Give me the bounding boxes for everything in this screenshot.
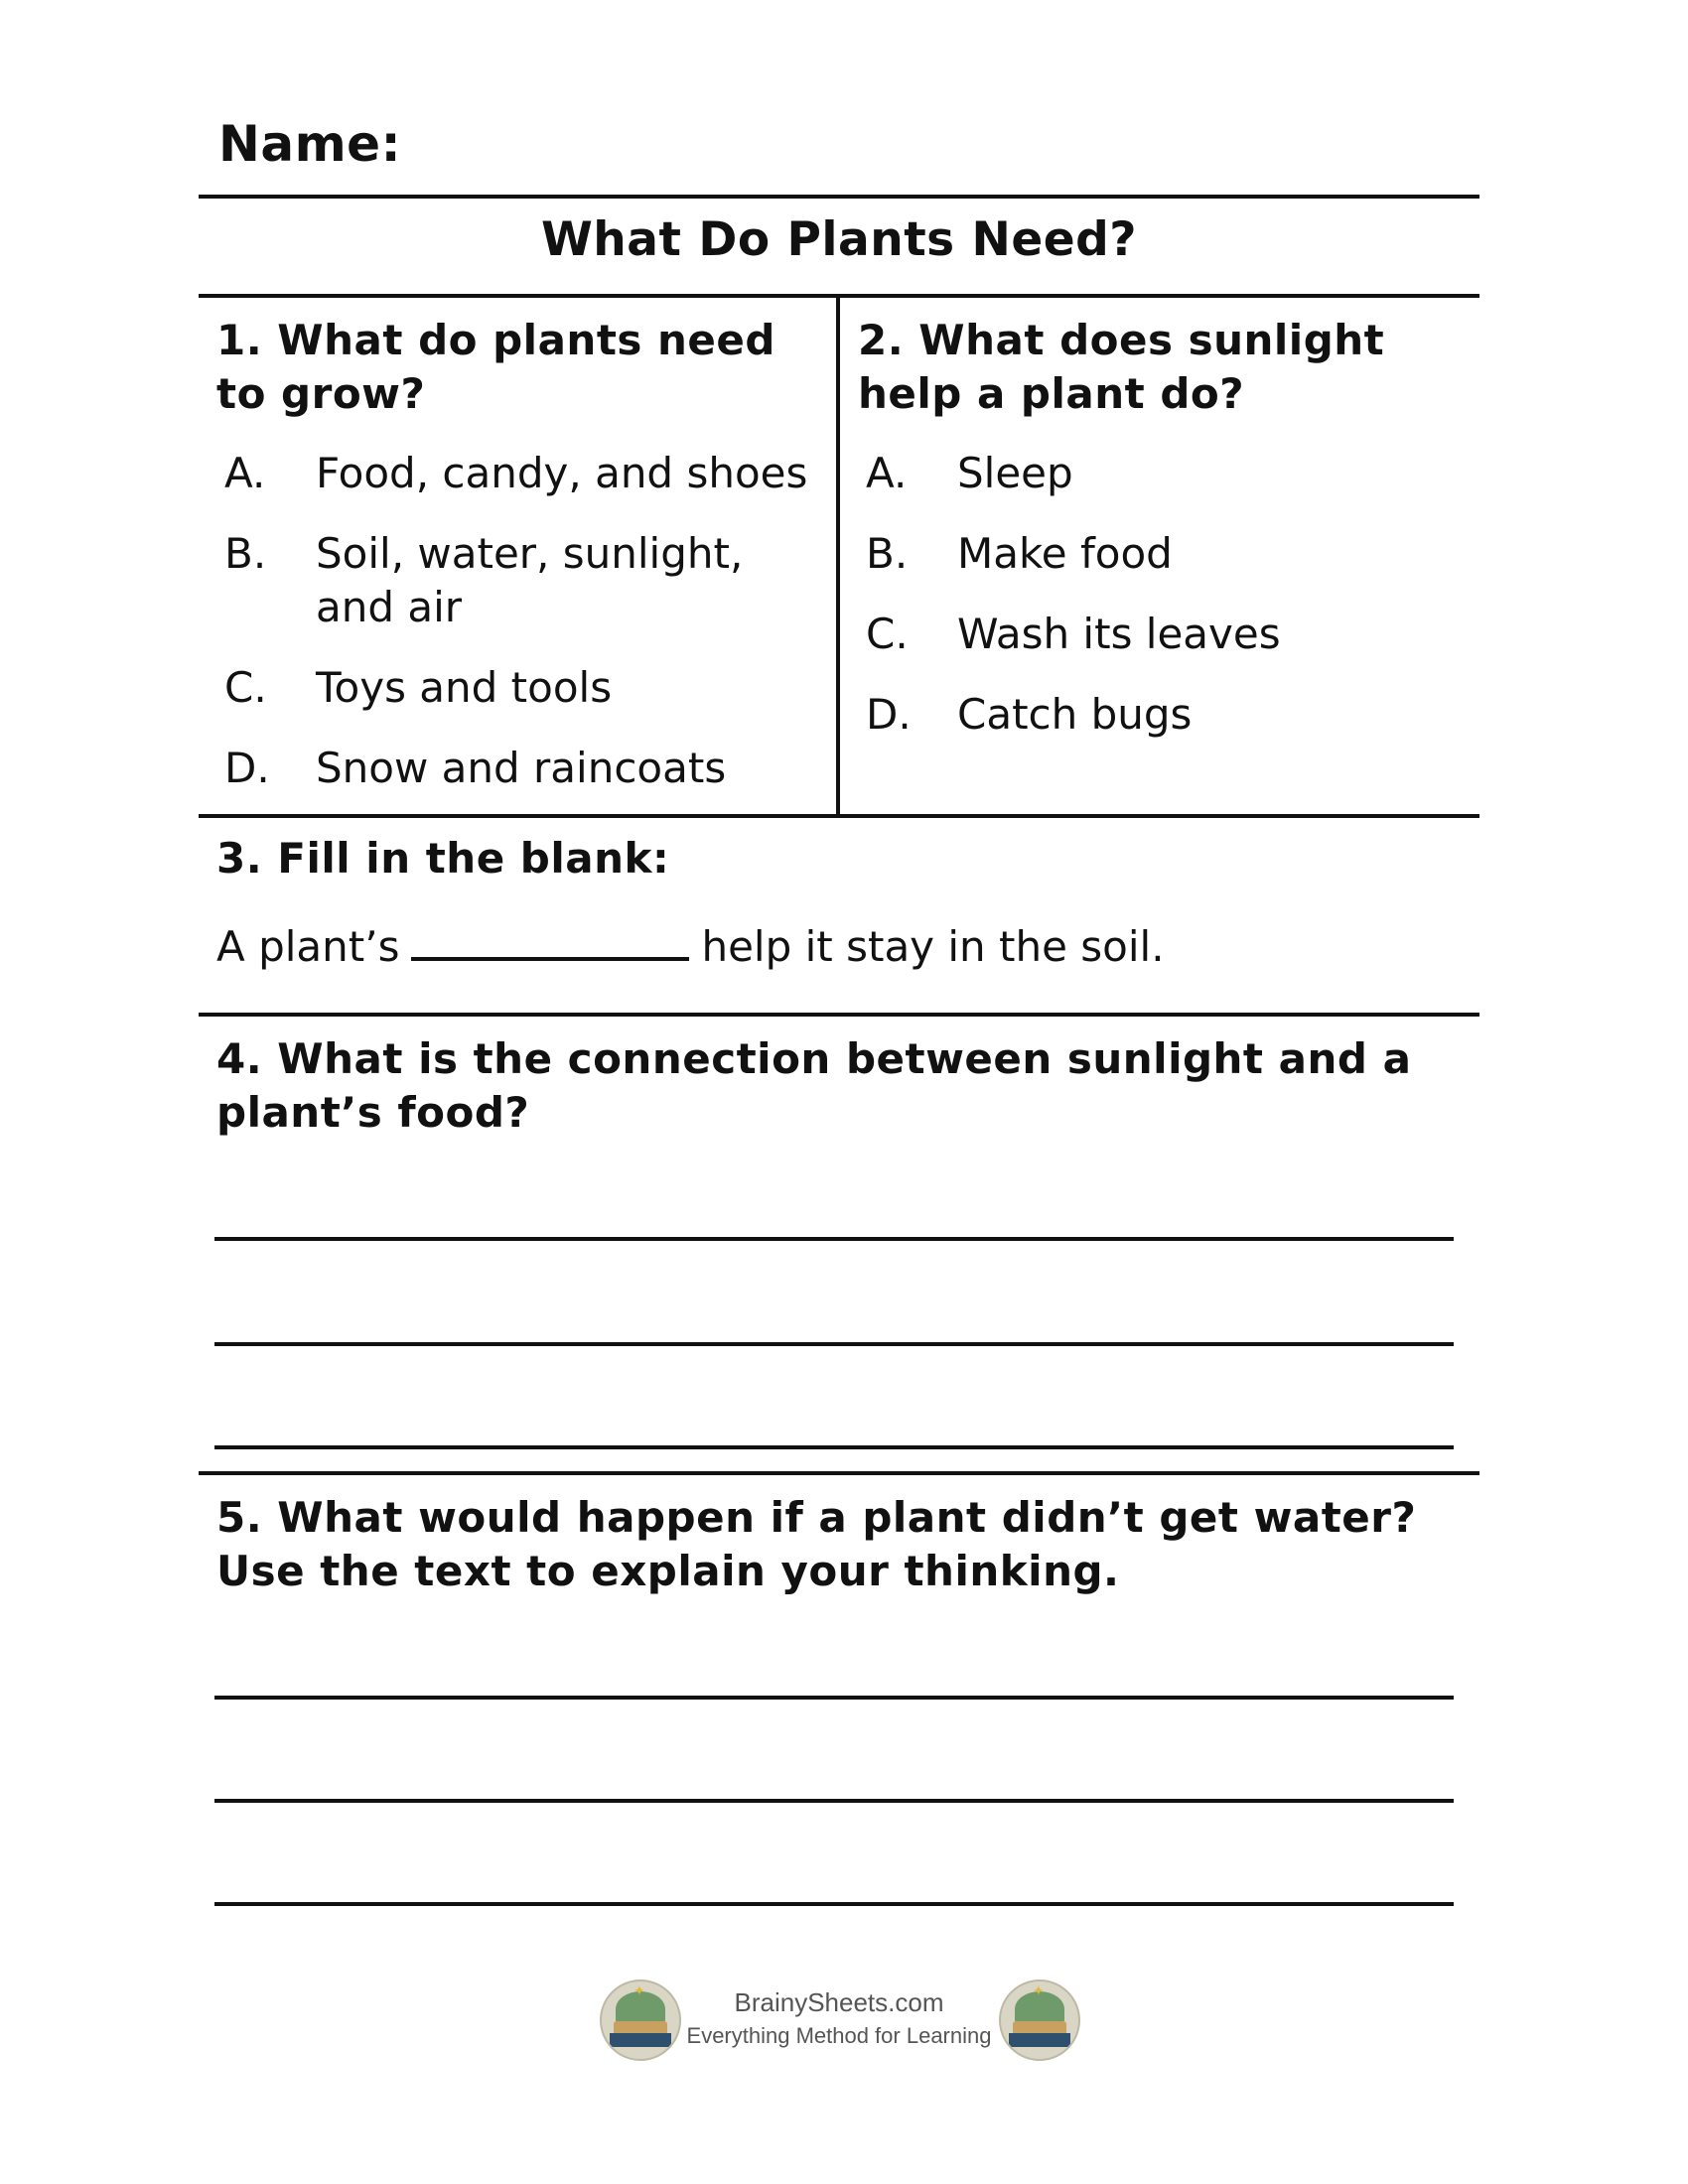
q2-option-c-letter: C. <box>866 610 909 658</box>
q3-sentence <box>216 917 1165 974</box>
q2-bottom-divider <box>199 814 1479 818</box>
q1-option-c[interactable] <box>216 661 832 715</box>
q4-bottom-divider <box>199 1471 1479 1475</box>
q2-option-c[interactable] <box>858 608 1454 661</box>
q2-options <box>858 447 1454 768</box>
q1-option-d-letter: D. <box>224 744 270 792</box>
q3-bottom-divider <box>199 1013 1479 1017</box>
q1-option-b-letter: B. <box>224 529 267 578</box>
q3-question: 3. Fill in the blank: <box>216 834 670 883</box>
q5-answer-line-1[interactable] <box>214 1696 1454 1700</box>
q1-option-a-text: Food, candy, and shoes <box>316 449 808 497</box>
q1-option-a-letter: A. <box>224 449 266 497</box>
q2-option-b[interactable] <box>858 527 1454 581</box>
q2-option-d-letter: D. <box>866 690 912 739</box>
q4-answer-line-1[interactable] <box>214 1237 1454 1241</box>
q3-sentence-end: help it stay in the soil. <box>701 922 1165 971</box>
column-divider <box>836 296 840 814</box>
q2-option-c-text: Wash its leaves <box>957 610 1281 658</box>
q5-question: 5. What would happen if a plant didn’t get water? Use the text to explain your thinking. <box>216 1493 1417 1595</box>
footer-tagline: Everything Method for Learning <box>686 2023 992 2048</box>
q1-question: 1. What do plants need to grow? <box>216 316 775 418</box>
q2-option-a-text: Sleep <box>957 449 1073 497</box>
brainysheets-logo-icon: ✦ <box>999 1979 1080 2061</box>
brainysheets-logo-icon: ✦ <box>600 1979 681 2061</box>
worksheet-title: What Do Plants Need? <box>540 212 1138 267</box>
q5-answer-line-2[interactable] <box>214 1799 1454 1803</box>
footer <box>199 1979 1479 2069</box>
q2-question: 2. What does sunlight help a plant do? <box>858 316 1385 418</box>
q1-options <box>216 447 832 822</box>
q3-fill-blank[interactable] <box>411 917 689 961</box>
q1-option-c-text: Toys and tools <box>316 663 613 712</box>
q4-question: 4. What is the connection between sunlight and a plant’s food? <box>216 1034 1412 1137</box>
q4-answer-line-3[interactable] <box>214 1445 1454 1449</box>
footer-site: BrainySheets.com <box>734 1987 944 2017</box>
q1-option-a[interactable] <box>216 447 832 500</box>
q2-option-d-text: Catch bugs <box>957 690 1193 739</box>
q1-option-b[interactable] <box>216 527 832 634</box>
q4-answer-line-2[interactable] <box>214 1342 1454 1346</box>
q2-option-b-letter: B. <box>866 529 909 578</box>
name-underline <box>199 195 1479 199</box>
q2-option-b-text: Make food <box>957 529 1173 578</box>
q2-option-d[interactable] <box>858 688 1454 742</box>
q1-option-c-letter: C. <box>224 663 267 712</box>
worksheet-page <box>199 0 1479 2184</box>
q3-sentence-start: A plant’s <box>216 922 400 971</box>
q1-option-b-text: Soil, water, sunlight, and air <box>316 529 744 631</box>
q2-option-a[interactable] <box>858 447 1454 500</box>
name-label: Name: <box>218 115 402 173</box>
q5-answer-line-3[interactable] <box>214 1902 1454 1906</box>
q2-option-a-letter: A. <box>866 449 908 497</box>
q1-option-d-text: Snow and raincoats <box>316 744 727 792</box>
q1-option-d[interactable] <box>216 742 832 795</box>
